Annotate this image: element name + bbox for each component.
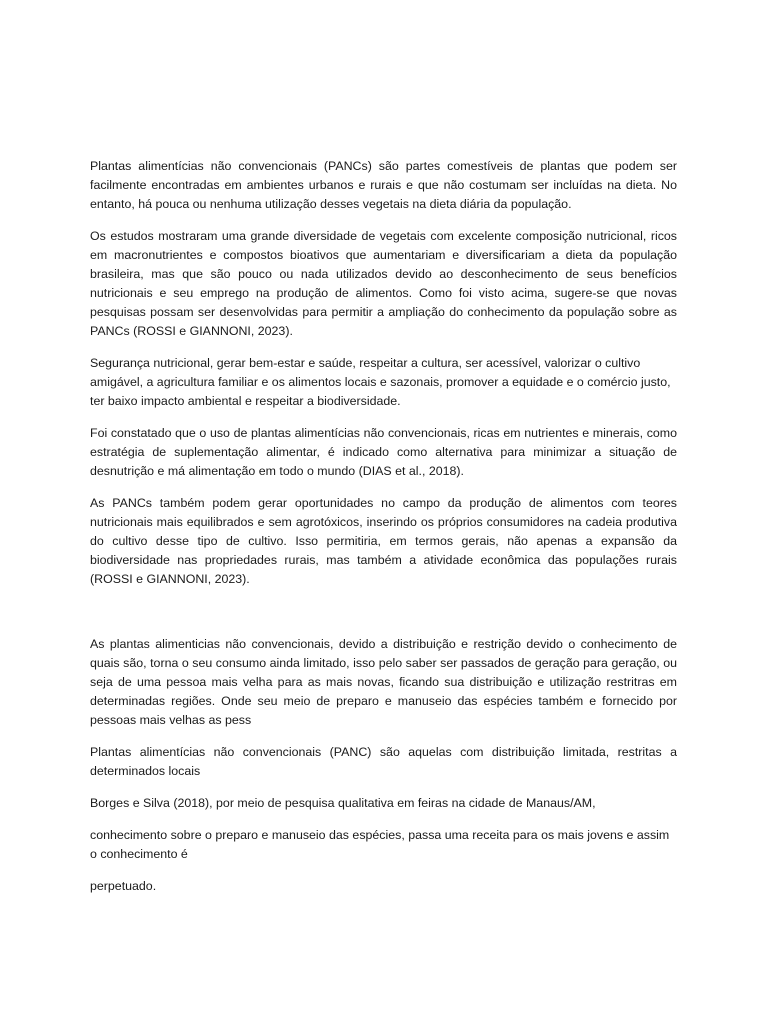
paragraph-perpetuated: perpetuado. <box>90 879 157 893</box>
paragraph-food-security: Segurança nutricional, gerar bem-estar e saúde, respeitar a cultura, ser acessível, valorizar o cultivo amigável, a agricultura familiar e os alimentos locais e sazonais, promover a equidade e o comércio justo, ter baixo impacto ambiental e respeitar a biodiversidade. <box>90 356 671 408</box>
paragraph-distribution: As plantas alimenticias não convencionais, devido a distribuição e restrição devido o conhecimento de quais são, torna o seu consumo ainda limitado, isso pelo saber ser passados de geração para geração, ou seja de uma pessoa mais velha para as mais novas, ficando sua distribuição e utilização restritras em determinadas regiões. Onde seu meio de preparo e manuseio das espécies também e fornecido por pessoas mais velhas as pess <box>90 637 677 727</box>
paragraph-studies: Os estudos mostraram uma grande diversidade de vegetais com excelente composição nutricional, ricos em macronutrientes e compostos bioativos que aumentariam e diversificariam a dieta da população brasileira, mas que são pouco ou nada utilizados devido ao desconhecimento de seus benefícios nutricionais e seu emprego na produção de alimentos. Como foi visto acima, sugere-se que novas pesquisas possam ser desenvolvidas para permitir a ampliação do conhecimento da população sobre as PANCs (ROSSI e GIANNONI, 2023). <box>90 229 677 338</box>
paragraph-pancs-definition: Plantas alimentícias não convencionais (PANCs) são partes comestíveis de plantas que podem ser facilmente encontradas em ambientes urbanos e rurais e que não costumam ser incluídas na dieta. No entanto, há pouca ou nenhuma utilização desses vegetais na dieta diária da população. <box>90 159 677 211</box>
document-body <box>90 157 677 909</box>
paragraph-supplementation: Foi constatado que o uso de plantas alimentícias não convencionais, ricas em nutrientes e minerais, como estratégia de suplementação alimentar, é indicado como alternativa para minimizar a situação de desnutrição e má alimentação em todo o mundo (DIAS et al., 2018). <box>90 426 677 478</box>
paragraph-borges-silva: Borges e Silva (2018), por meio de pesquisa qualitativa em feiras na cidade de Manaus/AM, <box>90 796 596 810</box>
paragraph-panc-limited: Plantas alimentícias não convencionais (PANC) são aquelas com distribuição limitada, restritas a determinados locais <box>90 745 677 778</box>
paragraph-knowledge: conhecimento sobre o preparo e manuseio das espécies, passa uma receita para os mais jovens e assim o conhecimento é <box>90 828 670 861</box>
paragraph-opportunities: As PANCs também podem gerar oportunidades no campo da produção de alimentos com teores nutricionais mais equilibrados e sem agrotóxicos, inserindo os próprios consumidores na cadeia produtiva do cultivo desse tipo de cultivo. Isso permitiria, em termos gerais, não apenas a expansão da biodiversidade nas propriedades rurais, mas também a atividade econômica das populações rurais (ROSSI e GIANNONI, 2023). <box>90 496 677 586</box>
paragraph-spacer <box>90 602 677 635</box>
